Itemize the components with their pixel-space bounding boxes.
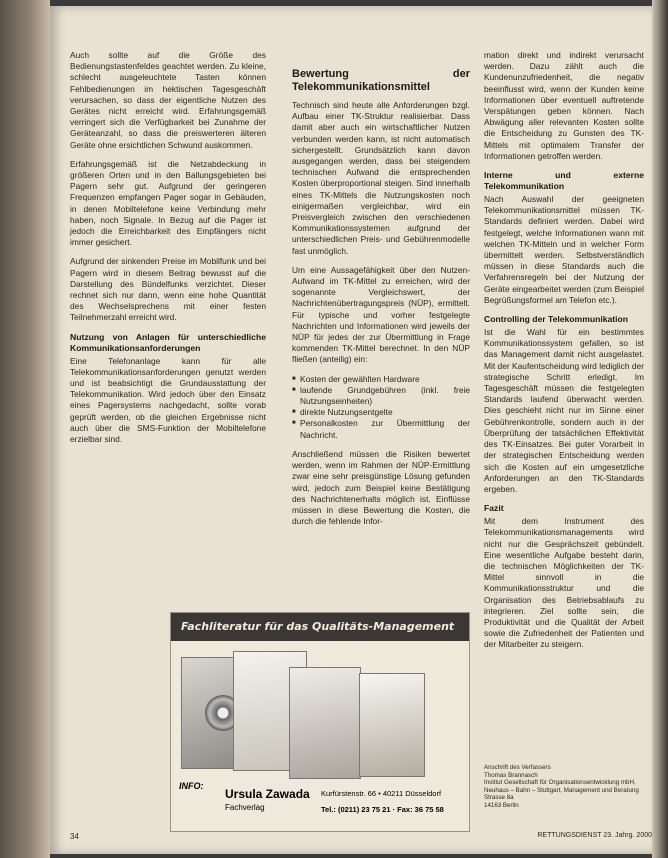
book-cover-image: [359, 673, 425, 777]
bullet-list: [292, 374, 470, 441]
ad-company-sub: Fachverlag: [225, 803, 265, 812]
ad-phone: Tel.: (0211) 23 75 21 · Fax: 36 75 58: [321, 805, 444, 814]
ad-company-name: Ursula Zawada: [225, 787, 310, 801]
list-item: ■ laufende Grundgebühren (inkl. freie Nutzungseinheiten): [292, 385, 470, 407]
page-number: 34: [70, 832, 79, 841]
journal-footer: RETTUNGSDIENST 23. Jahrg. 2000: [537, 832, 652, 839]
ad-address: Kurfürstenstr. 66 • 40211 Düsseldorf: [321, 789, 442, 798]
author-footnote: Anschrift des Verfassers Thomas Brannasch Institut Gesellschaft für Organisationsentwicklung mbH, Neuhaus – Bahn – Stuttgart, Management und Beratung Strasse 8a 14163 Berlin: [484, 764, 639, 809]
paragraph: Aufgrund der sinkenden Preise im Mobilfunk und bei Pagern wird in diesem Beitrag bewusst auf die Darstellung des Bündelfunks verzichtet. Dieser rechnet sich nur dann, wenn eine hohe Quantität des Wechselsprechens mit einer festen Teilnehmerzahl erreicht wird.: [70, 256, 266, 323]
right-page-edge: [652, 0, 668, 858]
book-cover-image: [289, 667, 361, 779]
column-1: [70, 50, 266, 453]
advertisement: [170, 612, 470, 832]
ad-info-label: INFO:: [179, 781, 204, 791]
paragraph: mation direkt und indirekt verursacht werden. Dazu zählt auch die Kundenunzufriedenheit, die negativ beeinflusst wird, wenn der Kunden keine Informationen über eventuell auftretende Verspätungen geben können. Nach Abwägung aller relevanten Kosten sollte die Entscheidung zu Gunsten des TK-Mittels mit optimalem Transfer der Informationen getroffen werden.: [484, 50, 644, 161]
section-title: Bewertung der Telekommunikationsmittel: [292, 68, 470, 93]
ad-banner: Fachliteratur für das Qualitäts-Management: [171, 613, 469, 641]
column-3: [484, 50, 644, 659]
paragraph: Ist die Wahl für ein bestimmtes Kommunikationssystem gefallen, so ist das Management damit nicht ausgelastet. Mit der Kaufentscheidung wird lediglich der strategische Schritt erledigt. Im Tagesgeschäft müssen die festgelegten Standards laufend überwacht werden. Dies geschieht nicht nur im Sinne einer Gebührenkontrolle, sondern auch in der Überprüfung der tatsächlichen Effektivität des TK-Einsatzes. Bei guter Vorarbeit in der strategischen Entscheidung werden sich die Kosten auf ein umgesetzliche Anforderungen an den TK-Standards ergeben.: [484, 327, 644, 494]
paragraph: Nach Auswahl der geeigneten Telekommunikationsmittel müssen TK-Standards definiert werden. Dabei wird festgelegt, welche Informationen wann mit welchen TK-Mitteln und in welcher Form übermittelt werden. Selbstverständlich müssen in diese Standards auch die Verfahrensregeln bei der Nutzung der Geräte eingearbeitet werden (zum Beispiel Begrüßungsformel am Telefon etc.).: [484, 194, 644, 305]
paragraph: Technisch sind heute alle Anforderungen bzgl. Aufbau einer TK-Struktur realisierbar. Dass damit aber auch ein wirtschaftlicher Nutzen verbunden werden kann, ist nicht automatisch sichergestellt. Grundsätzlich kann davon ausgegangen werden, dass bei steigendem technischen Aufwand die entsprechenden Kosten überproportional steigen. Sind innerhalb eines TK-Mittels die Nutzungskosten noch einigermaßen vergleichbar, wird ein Preisvergleich zwischen den verschiedenen Kommunikationssystemen aufgrund der unterschiedlichen Preis- und Gebührenmodelle fast unmöglich.: [292, 100, 470, 256]
paragraph: Mit dem Instrument des Telekommunikationsmanagements wird nicht nur die Gesprächszeit gebündelt. Eine wesentliche Aufgabe besteht darin, die technischen Möglichkeiten der TK-Mittel sinnvoll in die Kommunikationsstruktur und die Organisation des Betriebsablaufs zu integrieren. Ziel sollte sein, die Produktivität und die Qualität der Arbeit sowie die Zufriedenheit der Patienten und der Mitarbeiter zu steigern.: [484, 516, 644, 650]
list-item: ■ direkte Nutzungsentgelte: [292, 407, 470, 418]
column-2: [292, 50, 470, 535]
left-page-edge: [0, 0, 50, 858]
list-item: ■ Personalkosten zur Übermittlung der Nachricht.: [292, 418, 470, 440]
paragraph: Erfahrungsgemäß ist die Netzabdeckung in größeren Orten und in den Ballungsgebieten bei Pagern sehr gut. Aufgrund der geringeren Frequenzen empfangen Pager sogar in Gebäuden, in denen Mobiltelefone keine Verbindung mehr haben, noch Signale. In Bezug auf die Pager ist jedoch die Erreichbarkeit des Empfängers nicht immer gesichert.: [70, 158, 266, 248]
list-item: ■ Kosten der gewählten Hardware: [292, 374, 470, 385]
paragraph: Anschließend müssen die Risiken bewertet werden, wenn im Rahmen der NÜP-Ermittlung zwar eine sehr preisgünstige Lösung gefunden wird, jedoch zum Beispiel keine Bestätigung des Nachrichtenerhalts möglich ist. Einflüsse müssen in diese Bewertung die Kosten, die durch die fehlende Infor-: [292, 448, 470, 527]
paragraph: Um eine Aussagefähigkeit über den Nutzen-Aufwand im TK-Mittel zu erreichen, wird der sogenannte Vergleichswert, der Nachrichtenübertragungspreis (NÜP), ermittelt. Für typische und vorher festgelegte Nachrichten und Informationen wird jeweils der NÜP für jedes der zur Übermittlung in Frage kommenden TK-Mittel berechnet. In den NÜP fließen (anteilig) ein:: [292, 264, 470, 365]
section-heading: Fazit: [484, 503, 504, 514]
paragraph: Auch sollte auf die Größe des Bedienungstastenfeldes geachtet werden. Zu kleine, schlecht ausgeleuchtete Tasten können Fehlbedienungen im hektischen Tagesgeschäft verursachen, so dass der eigentliche Nutzen des Gerätes nicht erreicht wird. Erfahrungsgemäß verringert sich die Verfügbarkeit bei Zunahme der Geräteanzahl, so dass die preiswerteren älteren Geräte ohne ersichtlichen Schwund auskommen.: [70, 50, 266, 150]
section-heading: Nutzung von Anlagen für unterschiedliche Kommunikationsanforderungen: [70, 331, 266, 353]
section-heading: Interne und externe Telekommunikation: [484, 170, 644, 192]
paragraph: Eine Telefonanlage kann für alle Telekommunikationsanforderungen genutzt werden und ist beabsichtigt die Grundausstattung der Telekommunikation. Wird jedoch über den Einsatz eines Pagersystems nachgedacht, sollte vorab geprüft werden, ob die gleichen Ergebnisse nicht auch über die SMS-Funktion der Mobiltelefone erzielbar sind.: [70, 355, 266, 445]
section-heading: Controlling der Telekommunikation: [484, 314, 629, 325]
